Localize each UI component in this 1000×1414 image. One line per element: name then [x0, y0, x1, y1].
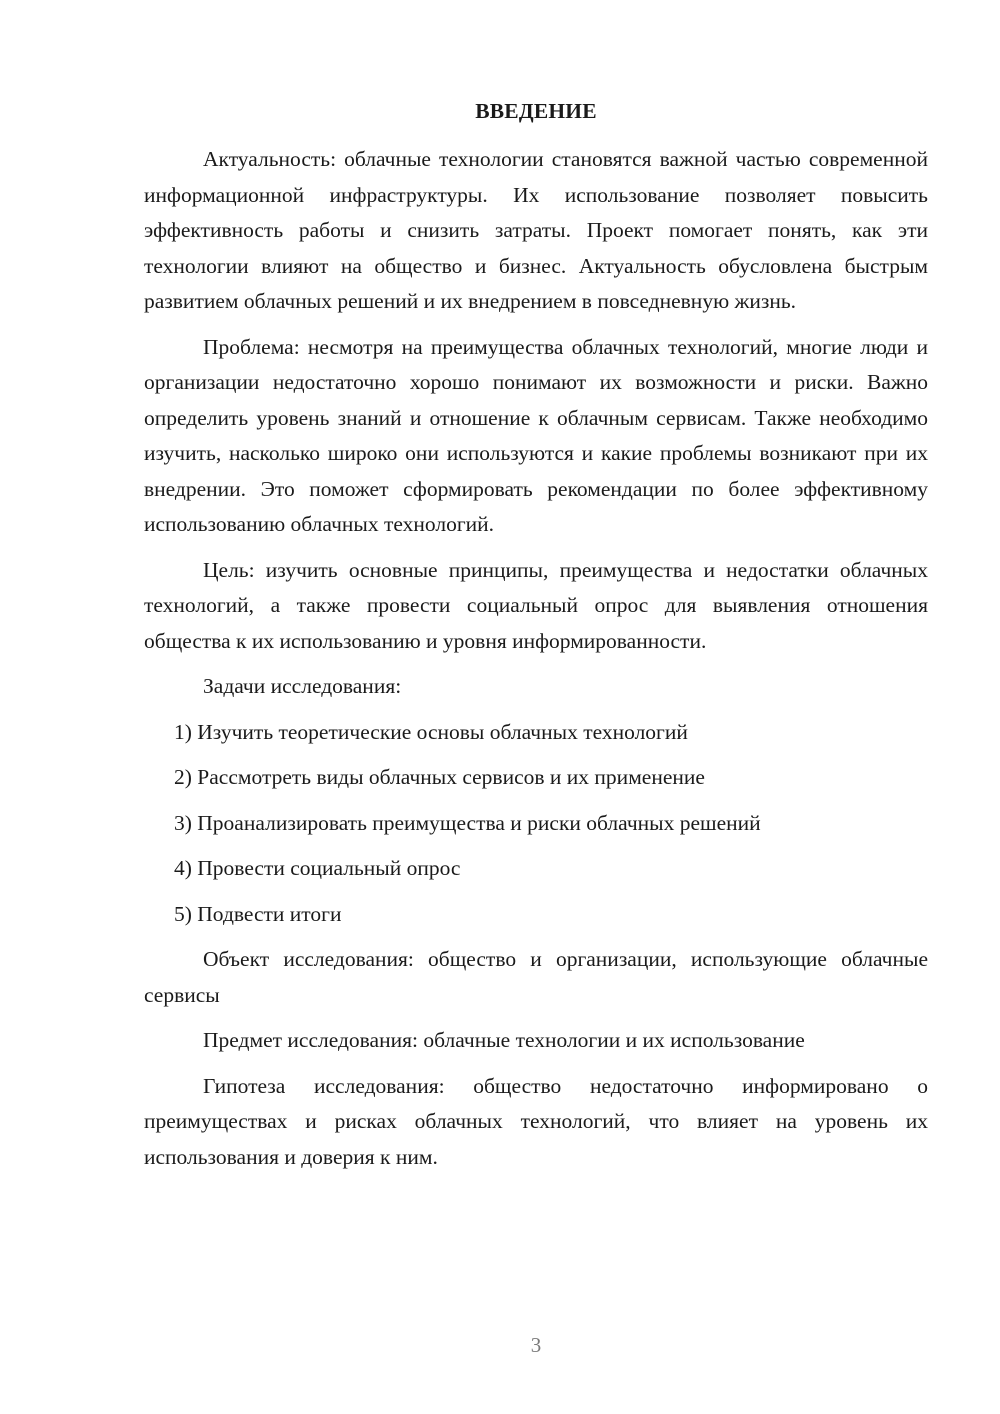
paragraph-hypothesis: Гипотеза исследования: общество недостаточно информировано о преимуществах и рисках облачных технологий, что влияет на уровень их использования и доверия к ним. [144, 1073, 928, 1169]
paragraph-object: Объект исследования: общество и организации, использующие облачные сервисы [144, 947, 928, 1007]
task-item-4: 4) Провести социальный опрос [174, 856, 461, 880]
task-item-2: 2) Рассмотреть виды облачных сервисов и их применение [174, 765, 705, 789]
page-content [144, 96, 928, 1185]
task-item-3: 3) Проанализировать преимущества и риски облачных решений [174, 810, 761, 835]
paragraph-relevance: Актуальность: облачные технологии становятся важной частью современной информационной инфраструктуры. Их использование позволяет повысить эффективность работы и снизить затраты. Проект помогает понять, как эти технологии влияют на общество и бизнес. Актуальность обусловлена быстрым развитием облачных решений и их внедрением в повседневную жизнь. [144, 147, 928, 313]
task-list [144, 715, 928, 933]
task-item-5: 5) Подвести итоги [174, 901, 342, 926]
paragraph-problem: Проблема: несмотря на преимущества облачных технологий, многие люди и организации недостаточно хорошо понимают их возможности и риски. Важно определить уровень знаний и отношение к облачным сервисам. Также необходимо изучить, насколько широко они используются и какие проблемы возникают при их внедрении. Это поможет сформировать рекомендации по более эффективному использованию облачных технологий. [144, 334, 928, 536]
task-item-1: 1) Изучить теоретические основы облачных технологий [174, 719, 688, 744]
paragraph-subject: Предмет исследования: облачные технологии и их использование [203, 1028, 805, 1052]
paragraph-goal: Цель: изучить основные принципы, преимущества и недостатки облачных технологий, а также провести социальный опрос для выявления отношения общества к их использованию и уровня информированности. [144, 557, 928, 653]
tasks-heading: Задачи исследования: [203, 674, 402, 698]
section-title: ВВЕДЕНИЕ [475, 99, 597, 123]
page-number: 3 [530, 1333, 542, 1357]
